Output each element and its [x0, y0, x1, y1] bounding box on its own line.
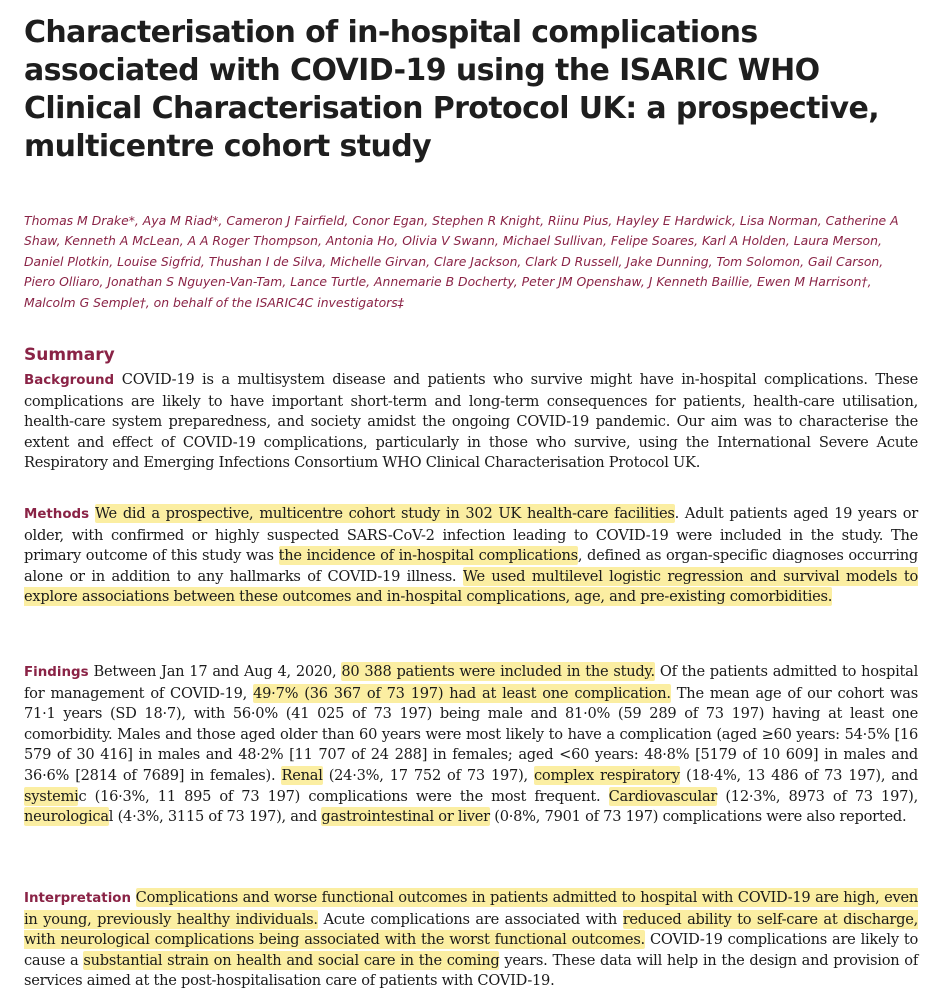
highlight: systemi [24, 787, 79, 805]
background-paragraph [24, 370, 918, 474]
findings-text: Of the patients admitted to hospital for management of COVID-19, [24, 663, 918, 702]
interpretation-paragraph [24, 888, 918, 992]
interpretation-text: Acute complications are associated with [317, 910, 623, 928]
highlight: We used multilevel logistic regression and survival models to explore associations between these outcomes and in-hospital complications, age, and pre-existing comorbidities. [24, 567, 918, 606]
highlight: We did a prospective, multicentre cohort study in 302 UK health-care facilities [95, 505, 675, 522]
background-label: Background [24, 373, 115, 388]
background-text: COVID-19 is a multisystem disease and patients who survive might have in-hospital complications. These complications are likely to have important short-term and long-term consequences for patients, health-care utilisation, health-care system preparedness, and society amidst the ongoing COVID-19 pandemic. Our aim was to characterise the extent and effect of COVID-19 complications, particularly in those who survive, using the International Severe Acute Respiratory and Emerging Infections Consortium WHO Clinical Characterisation Protocol UK. [24, 371, 918, 472]
article-title: Characterisation of in-hospital complications associated with COVID-19 using the ISARIC WHO Clinical Characterisation Protocol UK: a prospective, multicentre cohort study [24, 15, 879, 164]
highlight: Cardiovascular [608, 787, 718, 805]
methods-text: . Adult patients aged 19 years or older, with confirmed or highly suspected SARS-CoV-2 infection leading to COVID-19 were included in the study. The primary outcome of this study was [24, 505, 918, 565]
highlight: substantial strain on health and social care in the coming [83, 951, 500, 969]
highlight: reduced ability to self-care at discharge, with neurological complications being associated with the worst functional outcomes. [24, 910, 918, 949]
findings-text: c (16·3%, 11 895 of 73 197) complications were the most frequent. [78, 787, 609, 805]
findings-label: Findings [24, 665, 89, 680]
interpretation-text: years. These data will help in the design and provision of services aimed at the post-hospitalisation care of patients with COVID-19. [24, 951, 918, 990]
interpretation-label: Interpretation [24, 891, 132, 906]
highlight: complex respiratory [534, 766, 680, 784]
findings-text: (12·3%, 8973 of 73 197), [717, 787, 918, 805]
findings-text: (18·4%, 13 486 of 73 197), and [679, 766, 918, 784]
interpretation-text: COVID-19 complications are likely to cause a [24, 931, 919, 969]
methods-paragraph [24, 504, 918, 608]
findings-text: l (4·3%, 3115 of 73 197), and [108, 808, 322, 826]
highlight: 80 388 patients were included in the study. [341, 663, 655, 680]
summary-heading: Summary [24, 345, 115, 365]
findings-text: (24·3%, 17 752 of 73 197), [322, 766, 534, 784]
highlight: neurologica [24, 808, 109, 826]
highlight: the incidence of in-hospital complications [278, 547, 578, 565]
highlight: 49·7% (36 367 of 73 197) had at least one complication. [253, 684, 671, 702]
author-list: Thomas M Drake*, Aya M Riad*, Cameron J Fairfield, Conor Egan, Stephen R Knight, Riinu Pius, Hayley E Hardwick, Lisa Norman, Catherine A Shaw, Kenneth A McLean, A A Roger Thompson, Antonia Ho, Olivia V Swann, Michael Sullivan, Felipe Soares, Karl A Holden, Laura Merson, Daniel Plotkin, Louise Sigfrid, Thushan I de Silva, Michelle Girvan, Clare Jackson, Clark D Russell, Jake Dunning, Tom Solomon, Gail Carson, Piero Olliaro, Jonathan S Nguyen-Van-Tam, Lance Turtle, Annemarie B Docherty, Peter JM Openshaw, J Kenneth Baillie, Ewen M Harrison†, Malcolm G Semple†, on behalf of the ISARIC4C investigators‡ [24, 213, 899, 310]
highlight: Complications and worse functional outcomes in patients admitted to hospital with COVID-19 are high, even in young, previously healthy individuals. [24, 889, 918, 928]
methods-text: , defined as organ-specific diagnoses occurring alone or in addition to any hallmarks of COVID-19 illness. [24, 547, 918, 585]
findings-paragraph [24, 662, 918, 828]
findings-text: The mean age of our cohort was 71·1 years (SD 18·7), with 56·0% (41 025 of 73 197) being male and 81·0% (59 289 of 73 197) having at least one comorbidity. Males and those aged older than 60 years were most likely to have a complication (aged ≥60 years: 54·5% [16 579 of 30 416] in males and 48·2% [11 707 of 24 288] in females; aged <60 years: 48·8% [5179 of 10 609] in males and 36·6% [2814 of 7689] in females). [24, 684, 918, 784]
methods-label: Methods [24, 507, 90, 522]
findings-text: Between Jan 17 and Aug 4, 2020, [93, 663, 342, 680]
findings-text: (0·8%, 7901 of 73 197) complications were also reported. [489, 808, 907, 826]
highlight: Renal [281, 766, 323, 784]
highlight: gastrointestinal or liver [321, 808, 490, 826]
